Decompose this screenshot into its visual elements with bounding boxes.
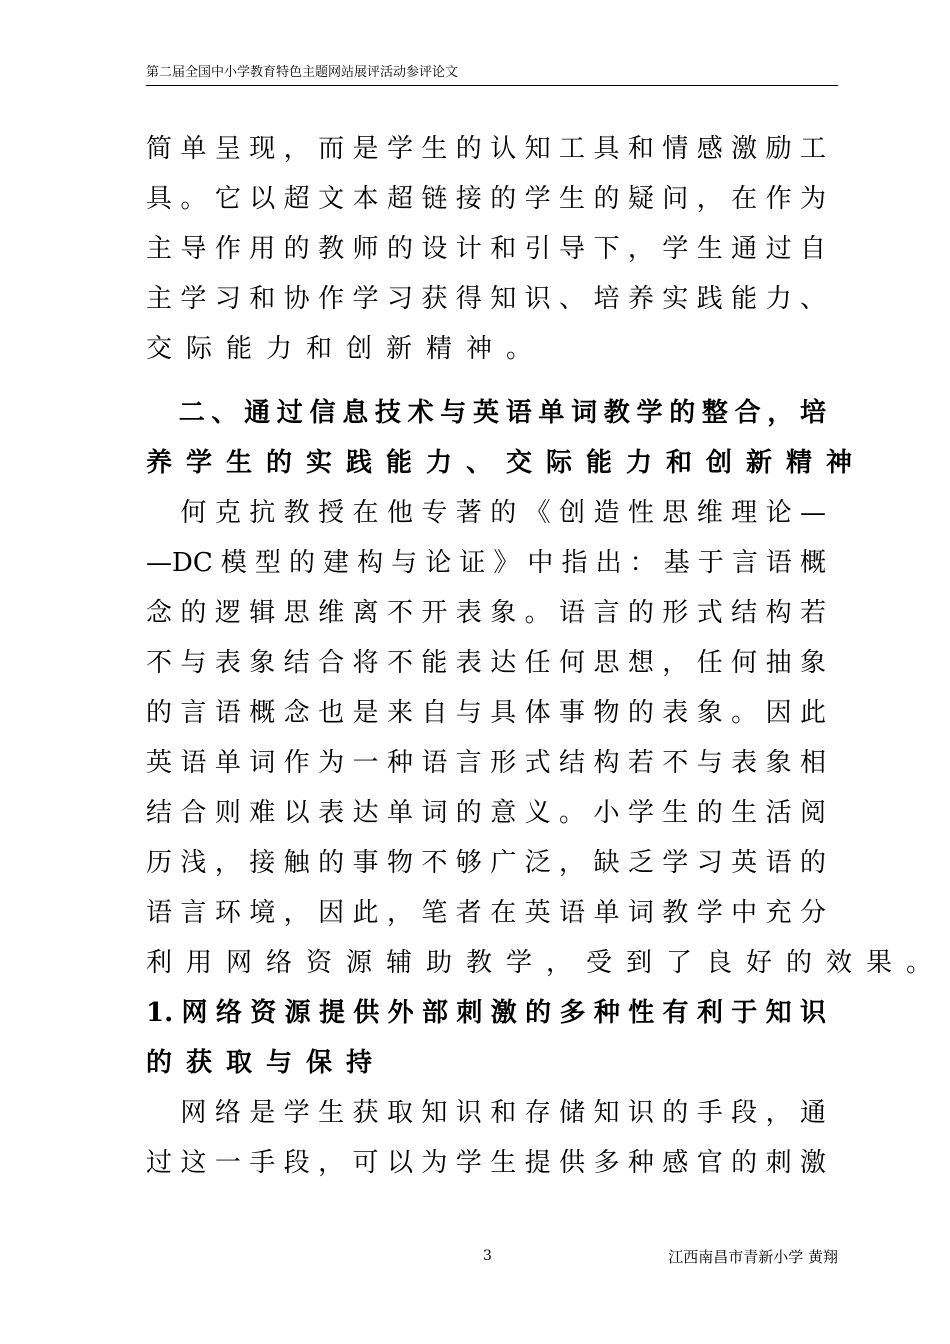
- text-line: 主学习和协作学习获得知识、培养实践能力、: [146, 284, 826, 314]
- text-line: 何克抗教授在他专著的《创造性思维理论—: [146, 498, 826, 528]
- text-line: 英语单词作为一种语言形式结构若不与表象相: [146, 748, 826, 778]
- heading-line: 的获取与保持: [146, 1048, 387, 1078]
- heading-line: 二、通过信息技术与英语单词教学的整合，培: [146, 398, 826, 428]
- heading-line: 养学生的实践能力、交际能力和创新精神: [146, 448, 867, 478]
- text-line: 主导作用的教师的设计和引导下，学生通过自: [146, 234, 826, 264]
- text-line: 过这一手段，可以为学生提供多种感官的刺激: [146, 1148, 826, 1178]
- text-line: 念的逻辑思维离不开表象。语言的形式结构若: [146, 598, 826, 628]
- text-line: 交际能力和创新精神。: [146, 334, 547, 364]
- text-line: 具。它以超文本超链接的学生的疑问，在作为: [146, 184, 826, 214]
- heading-line: 1.网络资源提供外部刺激的多种性有利于知识: [146, 998, 826, 1028]
- document-body: [146, 124, 947, 1188]
- text-line: 历浅，接触的事物不够广泛，缺乏学习英语的: [146, 848, 826, 878]
- text-line: 简单呈现，而是学生的认知工具和情感激励工: [146, 134, 826, 164]
- text-line: —DC模型的建构与论证》中指出：基于言语概: [146, 548, 826, 578]
- paragraph-spacer: [146, 374, 826, 388]
- text-line: 结合则难以表达单词的意义。小学生的生活阅: [146, 798, 826, 828]
- text-line: 的言语概念也是来自与具体事物的表象。因此: [146, 698, 826, 728]
- text-line: 语言环境，因此，笔者在英语单词教学中充分: [146, 898, 826, 928]
- author-line: 江西南昌市青新小学 黄翔: [668, 1248, 838, 1266]
- page-header: 第二届全国中小学教育特色主题网站展评活动参评论文: [146, 64, 838, 86]
- text-line: 不与表象结合将不能表达任何思想，任何抽象: [146, 648, 826, 678]
- page-number: 3: [483, 1248, 492, 1264]
- text-line: 利用网络资源辅助教学，受到了良好的效果。: [146, 948, 947, 978]
- text-line: 网络是学生获取知识和存储知识的手段，通: [146, 1098, 826, 1128]
